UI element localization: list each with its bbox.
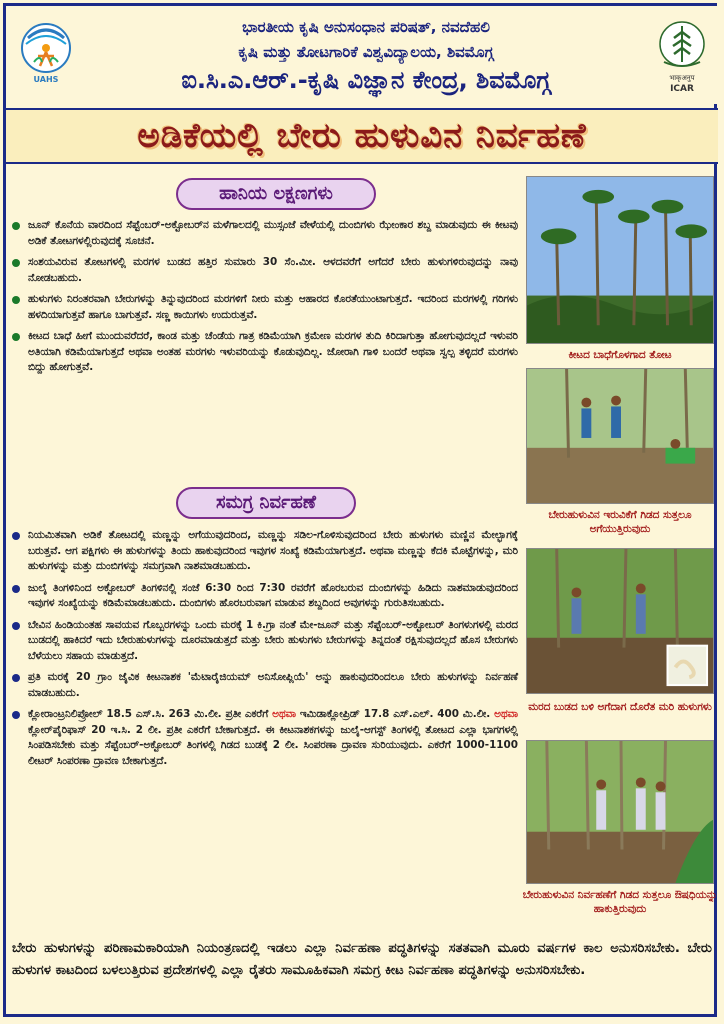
management-item: ಪ್ರತಿ ಮರಕ್ಕೆ 20 ಗ್ರಾಂ ಜೈವಿಕ ಕೀಟನಾಶಕ 'ಮೆಟಾರೈಜಿಯಮ್ ಅನಿಸೋಪ್ಲಿಯೆ' ಅನ್ನು ಹಾಕುವುದರಿಂದಲೂ ಬೇರು ಹುಳುಗಳನ್ನು ನಿರ್ವಹಣೆ ಮಾಡಬಹುದು.	[10, 670, 518, 701]
bullet-dot	[12, 585, 20, 593]
uahs-logo	[20, 18, 72, 96]
symptoms-list	[10, 218, 518, 382]
bullet-dot	[12, 711, 20, 719]
management-item: ಬೇವಿನ ಹಿಂಡಿಯಂತಹ ಸಾವಯವ ಗೊಬ್ಬರಗಳನ್ನು ಒಂದು ಮರಕ್ಕೆ 1 ಕಿ.ಗ್ರಾ ನಂತೆ ಮೇ-ಜೂನ್ ಮತ್ತು ಸೆಪ್ಟೆಂಬರ್-ಅಕ್ಟೋಬರ್ ತಿಂಗಳುಗಳಲ್ಲಿ ಮರದ ಬುಡದಲ್ಲಿ ಹಾಕಿದರೆ ಇದು ಬೇರುಹುಳುಗಳನ್ನು ದೂರಮಾಡುತ್ತದೆ ಮತ್ತು ಬೇರು ಹುಳುಗಳು ಬೇರುಗಳನ್ನು ತಿನ್ನದಂತೆ ರಕ್ಷಿಸುವುದಲ್ಲದೆ ಹೊಸ ಬೇರುಗಳು ಬೆಳೆಯಲು ಸಹಾಯ ಮಾಡುತ್ತದೆ.	[10, 618, 518, 665]
management-item: ಜುಲೈ ತಿಂಗಳಿನಿಂದ ಅಕ್ಟೋಬರ್ ತಿಂಗಳಿನಲ್ಲಿ ಸಂಜೆ 6:30 ರಿಂದ 7:30 ರವರೆಗೆ ಹೊರಬರುವ ದುಂಬಿಗಳನ್ನು ಹಿಡಿದು ನಾಶಮಾಡುವುದರಿಂದ ಇವುಗಳ ಸಂಖ್ಯೆಯನ್ನು ಕಡಿಮೆಮಾಡಬಹುದು. ದುಂಬಿಗಳು ಹೊರಬರುವಾಗ ಮಾಡುವ ಶಬ್ದದಿಂದ ಅವುಗಳನ್ನು ಗುರುತಿಸಬಹುದು.	[10, 581, 518, 612]
bullet-dot	[12, 622, 20, 630]
caption-digging-around-tree: ಬೇರುಹುಳುವಿನ ಇರುವಿಕೆಗೆ ಗಿಡದ ಸುತ್ತಲೂ ಅಗೆಯುತ್ತಿರುವುದು	[548, 509, 692, 535]
or-highlight: ಅಥವಾ	[494, 708, 518, 720]
icar-logo-hindi: भाकृअनुप	[669, 74, 695, 82]
management-item: ನಿಯಮಿತವಾಗಿ ಅಡಿಕೆ ತೋಟದಲ್ಲಿ ಮಣ್ಣನ್ನು ಅಗೆಯುವುದರಿಂದ, ಮಣ್ಣನ್ನು ಸಡಿಲ-ಗೊಳಿಸುವುದರಿಂದ ಬೇರು ಹುಳುಗಳು ಮಣ್ಣಿನ ಮೇಲ್ಭಾಗಕ್ಕೆ ಬರುತ್ತವೆ. ಆಗ ಪಕ್ಷಿಗಳು ಈ ಹುಳುಗಳನ್ನು ತಿಂದು ಹಾಕುವುದರಿಂದ ಇವುಗಳ ಸಂಖ್ಯೆ ಕಡಿಮೆಯಾಗುತ್ತದೆ. ಅಥವಾ ಮಣ್ಣನ್ನು ಕೆದಕಿ ಮೊಟ್ಟೆಗಳನ್ನು, ಮರಿ ಹುಳುಗಳನ್ನು ಮತ್ತು ದುಂಬಿಗಳನ್ನು ಸಮಗ್ರವಾಗಿ ನಾಶಮಾಡಬಹುದು.	[10, 528, 518, 575]
management-item: ಕ್ಲೋರಾಂಟ್ರನಿಲಿಪ್ರೋಲ್ 18.5 ಎಸ್.ಸಿ. 263 ಮಿ.ಲೀ. ಪ್ರತೀ ಎಕರೆಗೆ ಅಥವಾ ಇಮಿಡಾಕ್ಲೋಪ್ರಿಡ್ 17.8 ಎಸ್.ಎಲ್. 400 ಮಿ.ಲೀ. ಅಥವಾ ಕ್ಲೋರ್‌ಪೈರಿಫಾಸ್ 20 ಇ.ಸಿ. 2 ಲೀ. ಪ್ರತೀ ಎಕರೆಗೆ ಬೇಕಾಗುತ್ತದೆ. ಈ ಕೀಟನಾಶಕಗಳನ್ನು ಜುಲೈ-ಆಗಸ್ಟ್ ತಿಂಗಳಲ್ಲಿ ತೋಟದ ಎಲ್ಲಾ ಭಾಗಗಳಲ್ಲಿ ಸಿಂಪಡಿಸಬೇಕು ಮತ್ತು ಸೆಪ್ಟೆಂಬರ್-ಅಕ್ಟೋಬರ್ ತಿಂಗಳಲ್ಲಿ ಗಿಡದ ಬುಡಕ್ಕೆ 2 ಲೀ. ಸಿಂಪರಣಾ ದ್ರಾವಣ ಸುರಿಯುವುದು. ಎಕರೆಗೆ 1000-1100 ಲೀಟರ್ ಸಿಂಪರಣಾ ದ್ರಾವಣ ಬೇಕಾಗುತ್ತದೆ.	[10, 707, 518, 769]
caption-grubs-found: ಮರದ ಬುಡದ ಬಳಿ ಅಗೆದಾಗ ದೊರೆತ ಮರಿ ಹುಳುಗಳು	[528, 701, 712, 713]
bullet-dot	[12, 532, 20, 540]
photo-affected-garden	[526, 176, 714, 344]
or-highlight: ಅಥವಾ	[272, 708, 296, 720]
footer-note: ಬೇರು ಹುಳುಗಳನ್ನು ಪರಿಣಾಮಕಾರಿಯಾಗಿ ನಿಯಂತ್ರಣದಲ್ಲಿ ಇಡಲು ಎಲ್ಲಾ ನಿರ್ವಹಣಾ ಪದ್ಧತಿಗಳನ್ನು ಸತತವಾಗಿ ಮೂರು ವರ್ಷಗಳ ಕಾಲ ಅನುಸರಿಸಬೇಕು. ಬೇರು ಹುಳುಗಳ ಕಾಟದಿಂದ ಬಳಲುತ್ತಿರುವ ಪ್ರದೇಶಗಳಲ್ಲಿ ಎಲ್ಲಾ ರೈತರು ಸಾಮೂಹಿಕವಾಗಿ ಸಮಗ್ರ ಕೀಟ ನಿರ್ವಹಣಾ ಪದ್ಧತಿಗಳನ್ನು ಅನುಸರಿಸಬೇಕು.	[12, 941, 712, 978]
caption-affected-garden: ಕೀಟದ ಬಾಧೆಗೊಳಗಾದ ತೋಟ	[568, 349, 672, 361]
poster-title: ಅಡಿಕೆಯಲ್ಲಿ ಬೇರು ಹುಳುವಿನ ನಿರ್ವಹಣೆ	[137, 116, 587, 156]
header-line-1: ಭಾರತೀಯ ಕೃಷಿ ಅನುಸಂಧಾನ ಪರಿಷತ್, ನವದೆಹಲಿ	[242, 18, 490, 36]
header	[6, 6, 718, 104]
bullet-dot	[12, 259, 20, 267]
bullet-dot	[12, 333, 20, 341]
caption-applying-pesticide: ಬೇರುಹುಳುವಿನ ನಿರ್ವಹಣೆಗೆ ಗಿಡದ ಸುತ್ತಲೂ ಔಷಧಿಯನ್ನು ಹಾಕುತ್ತಿರುವುದು	[522, 889, 718, 915]
symptom-item: ಕೀಟದ ಬಾಧೆ ಹೀಗೆ ಮುಂದುವರೆದರೆ, ಕಾಂಡ ಮತ್ತು ಚೆಂಡೆಯ ಗಾತ್ರ ಕಡಿಮೆಯಾಗಿ ಕ್ರಮೇಣ ಮರಗಳ ತುದಿ ಕಿರಿದಾಗುತ್ತಾ ಹೋಗುವುದಲ್ಲದೆ ಇಳುವರಿ ಅತಿಯಾಗಿ ಕಡಿಮೆಯಾಗುತ್ತದೆ ಅಥವಾ ಅಂತಹ ಮರಗಳು ಇಳುವರಿಯನ್ನು ಕೊಡುವುದಿಲ್ಲ. ಜೋರಾಗಿ ಗಾಳಿ ಬಂದರೆ ಅಥವಾ ಸ್ವಲ್ಪ ತಳ್ಳಿದರೆ ಮರಗಳು ಬಿದ್ದು ಹೋಗುತ್ತವೆ.	[10, 329, 518, 376]
icar-logo-text: ICAR	[670, 84, 694, 94]
symptom-item: ಹುಳುಗಳು ನಿರಂತರವಾಗಿ ಬೇರುಗಳನ್ನು ತಿನ್ನುವುದರಿಂದ ಮರಗಳಿಗೆ ನೀರು ಮತ್ತು ಆಹಾರದ ಕೊರತೆಯುಂಟಾಗುತ್ತದೆ. ಇದರಿಂದ ಮರಗಳಲ್ಲಿ ಗರಿಗಳು ಹಳದಿಯಾಗುತ್ತವೆ ಹಾಗೂ ಬಾಗುತ್ತವೆ. ಸಣ್ಣ ಕಾಯಿಗಳು ಉದುರುತ್ತವೆ.	[10, 292, 518, 323]
section-heading-management: ಸಮಗ್ರ ನಿರ್ವಹಣೆ	[176, 487, 356, 519]
icar-logo	[652, 16, 712, 96]
header-line-3: ಐ.ಸಿ.ಎ.ಆರ್.-ಕೃಷಿ ವಿಜ್ಞಾನ ಕೇಂದ್ರ, ಶಿವಮೊಗ್ಗ	[181, 66, 551, 94]
photo-applying-pesticide	[526, 740, 714, 884]
uahs-logo-text: UAHS	[33, 75, 59, 84]
management-list	[10, 528, 518, 775]
title-band	[6, 108, 718, 164]
bullet-dot	[12, 222, 20, 230]
photo-digging-around-tree	[526, 368, 714, 504]
bullet-dot	[12, 674, 20, 682]
photo-grubs-found	[526, 548, 714, 694]
symptom-item: ಜೂನ್ ಕೊನೆಯ ವಾರದಿಂದ ಸೆಪ್ಟೆಂಬರ್-ಅಕ್ಟೋಬರ್‌ನ ಮಳೆಗಾಲದಲ್ಲಿ ಮುಸ್ಸಂಜೆ ವೇಳೆಯಲ್ಲಿ ದುಂಬಿಗಳು ಝೇಂಕಾರ ಶಬ್ದ ಮಾಡುವುದು ಈ ಕೀಟವು ಅಡಿಕೆ ತೋಟಗಳಲ್ಲಿರುವುದಕ್ಕೆ ಸೂಚನೆ.	[10, 218, 518, 249]
section-heading-symptoms: ಹಾನಿಯ ಲಕ್ಷಣಗಳು	[176, 178, 376, 210]
header-line-2: ಕೃಷಿ ಮತ್ತು ತೋಟಗಾರಿಕೆ ವಿಶ್ವವಿದ್ಯಾಲಯ, ಶಿವಮೊಗ್ಗ	[238, 43, 494, 61]
bullet-dot	[12, 296, 20, 304]
symptom-item: ಸಂಶಯವಿರುವ ತೋಟಗಳಲ್ಲಿ ಮರಗಳ ಬುಡದ ಹತ್ತಿರ ಸುಮಾರು 30 ಸೆಂ.ಮೀ. ಆಳದವರೆಗೆ ಅಗೆದರೆ ಬೇರು ಹುಳುಗಳಿರುವುದನ್ನು ನಾವು ನೋಡಬಹುದು.	[10, 255, 518, 286]
